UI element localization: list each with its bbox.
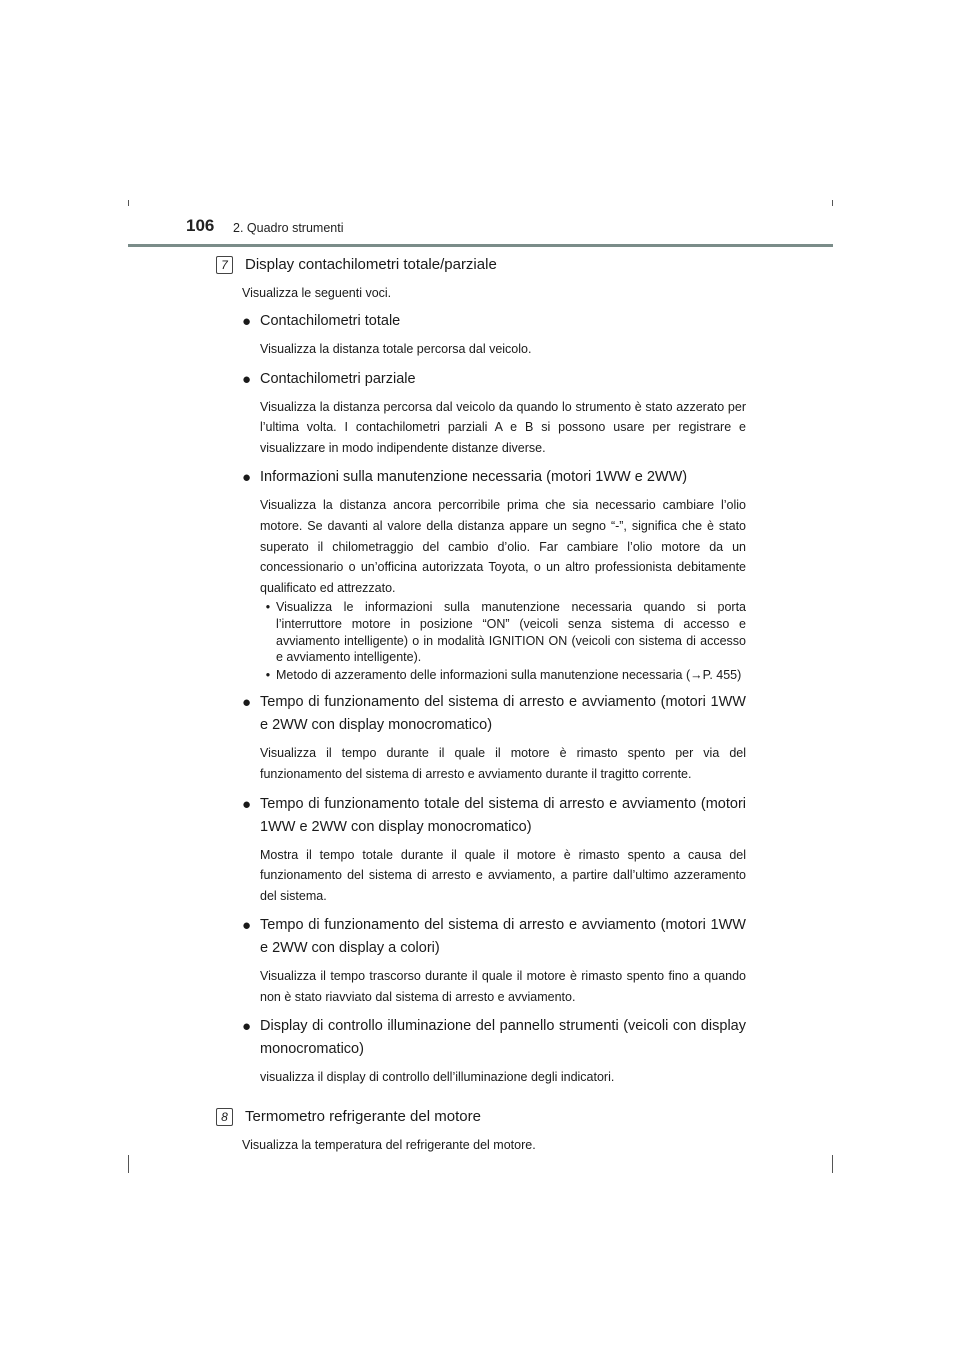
page-content — [216, 254, 746, 1154]
bullet-icon: ● — [242, 313, 252, 330]
list-item — [216, 914, 746, 1007]
item-title: Tempo di funzionamento totale del sistema di arresto e avviamento (motori 1WW e 2WW con display monocromatico) — [260, 795, 746, 835]
item-title: Contachilometri parziale — [260, 370, 416, 387]
header-rule — [128, 244, 833, 247]
dot-icon: • — [265, 667, 271, 682]
item-title: Tempo di funzionamento del sistema di arresto e avviamento (motori 1WW e 2WW con display monocromatico) — [260, 694, 746, 734]
item-title: Tempo di funzionamento del sistema di arresto e avviamento (motori 1WW e 2WW con display a colori) — [260, 917, 746, 957]
item-description: visualizza il display di controllo dell’illuminazione degli indicatori. — [260, 1070, 615, 1085]
item-title: Display di controllo illuminazione del pannello strumenti (veicoli con display monocromatico) — [260, 1018, 746, 1058]
item-description: Visualizza il tempo trascorso durante il quale il motore è rimasto spento fino a quando non è stato riavviato dal sistema di arresto e avviamento. — [260, 969, 746, 1004]
dot-icon: • — [265, 600, 271, 615]
section-number-badge: 7 — [216, 256, 233, 274]
note-item — [260, 667, 746, 684]
crop-mark — [128, 1155, 129, 1173]
item-description: Visualizza la distanza ancora percorribile prima che sia necessario cambiare l’olio motore. Se davanti al valore della distanza appare un segno “-”, significa che è stato superato il chilometraggio del cambio d’olio. Far cambiare l’olio motore da un concessionario o un’officina autorizzata Toyota, o un altro professionista debitamente qualificato ed attrezzato. — [260, 498, 746, 595]
section-intro: Visualizza le seguenti voci. — [242, 286, 392, 300]
section-title: Termometro refrigerante del motore — [245, 1108, 481, 1126]
item-description: Visualizza la distanza totale percorsa dal veicolo. — [260, 342, 532, 356]
note-item: • Visualizza le informazioni sulla manutenzione necessaria quando si porta l’interruttore motore in posizione “ON” (veicoli senza sistema di accesso e avviamento intelligente) o in modalità IGNITION ON (veicoli con sistema di accesso e avviamento intelligente). — [260, 599, 746, 665]
list-item — [216, 368, 746, 459]
bullet-icon: ● — [242, 370, 252, 388]
crop-mark — [128, 200, 129, 206]
crop-mark — [832, 1155, 833, 1173]
item-description: Visualizza la distanza percorsa dal veicolo da quando lo strumento è stato azzerato per l’ultima volta. I contachilometri parziali A e B si possono usare per registrare e visualizzare in modo indipendente distanze diverse. — [260, 399, 746, 455]
item-title: Informazioni sulla manutenzione necessaria (motori 1WW e 2WW) — [260, 469, 688, 486]
bullet-icon: ● — [242, 694, 252, 712]
section-7-heading — [216, 254, 746, 276]
crop-mark — [832, 200, 833, 206]
list-item — [216, 793, 746, 907]
section-8-heading — [216, 1106, 746, 1128]
bullet-icon: ● — [242, 795, 252, 813]
list-item — [216, 691, 746, 784]
bullet-icon: ● — [242, 917, 252, 935]
bullet-icon: ● — [242, 1018, 252, 1036]
list-item — [216, 466, 746, 683]
list-item — [216, 1015, 746, 1088]
bullet-icon: ● — [242, 469, 252, 487]
page-reference-link[interactable]: Metodo di azzeramento delle informazioni sulla manutenzione necessaria (→P. 455) — [276, 667, 742, 682]
section-title: Display contachilometri totale/parziale — [245, 256, 497, 273]
item-description: Mostra il tempo totale durante il quale il motore è rimasto spento a causa del funzionamento del sistema di arresto e avviamento, a partire dall’ultimo azzeramento del sistema. — [260, 847, 746, 903]
note-list — [260, 599, 746, 683]
page-number: 106 — [186, 216, 215, 235]
section-number-badge: 8 — [216, 1108, 233, 1126]
item-description: Visualizza il tempo durante il quale il motore è rimasto spento per via del funzionamento del sistema di arresto e avviamento durante il tragitto corrente. — [260, 746, 746, 781]
item-title: Contachilometri totale — [260, 313, 401, 329]
section-intro: Visualizza la temperatura del refrigerante del motore. — [242, 1138, 536, 1153]
chapter-title: 2. Quadro strumenti — [233, 221, 344, 235]
list-item — [216, 310, 746, 360]
